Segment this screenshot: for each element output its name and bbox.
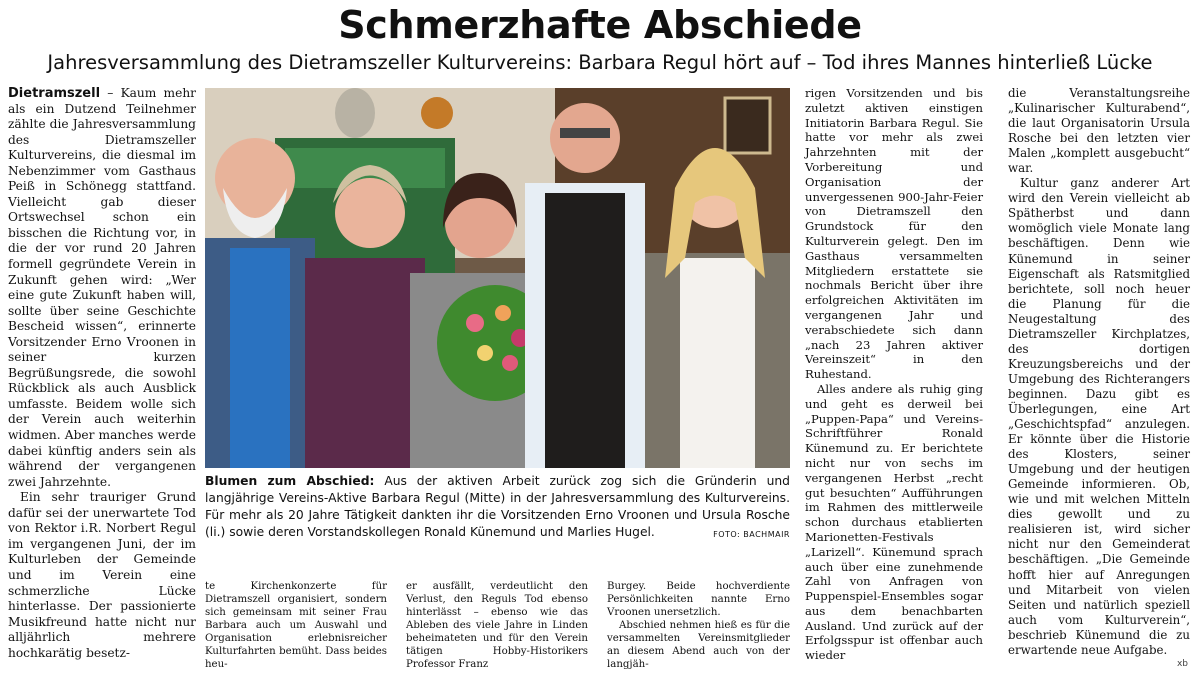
article-paragraph: Alles andere als ruhig ging und geht es derweil bei „Puppen-Papa“ und Vereins-Schriftführer Ronald Künemund zu. Er berichtete nicht nur von sechs im vergangenen Herbst „recht gut besuchten“ Aufführungen im Rahmen des mittlerweile schon durchaus etablierten Marionetten-Festivals „Larizell“. Künemund sprach auch über eine zunehmende Zahl von Anfragen von Puppenspiel-Ensembles sogar aus dem benachbarten Ausland. Und zurück auf der Erfolgsspur ist offenbar auch wieder [805, 381, 983, 663]
article-paragraph [8, 86, 196, 490]
article-column-5 [805, 86, 983, 663]
caption-text: Aus der aktiven Arbeit zurück zog sich die Gründerin und langjährige Vereins-Aktive Barbara Regul (Mitte) in der Jahresversammlung des Kulturvereins. Für mehr als 20 Jahre Tätigkeit dankten ihr die Vorsitzenden Erno Vroonen und Ursula Rosche (li.) sowie deren Vorstandskollegen Ronald Künemund und Marlies Hugel. [205, 474, 790, 539]
article-column-4 [607, 580, 790, 671]
article-paragraph: Burgey. Beide hochverdiente Persönlichkeiten nannte Erno Vroonen unersetzlich. [607, 581, 790, 619]
photo-credit: FOTO: BACHMAIR [713, 530, 790, 539]
article-paragraph: er ausfällt, verdeutlicht den Verlust, den Reguls Tod ebenso hinterlässt – ebenso wie das Ableben des viele Jahre in Linden beheimateten und für den Verein tätigen Hobby-Historikers Professor Franz [406, 581, 588, 671]
caption-lead: Blumen zum Abschied: [205, 474, 375, 488]
article-column-1 [8, 86, 196, 661]
group-photo-illustration [205, 88, 790, 468]
dateline: Dietramszell [8, 86, 101, 101]
article-paragraph: rigen Vorsitzenden und bis zuletzt aktiven einstigen Initiatorin Barbara Regul. Sie hatte vor mehr als zwei Jahrzehnten mit der Vorbereitung und Organisation der unvergessenen 900-Jahr-Feier von Dietramszell den Grundstock für den Kulturverein gelegt. Den im Gasthaus versammelten Mitgliedern erstattete sie nochmals Bericht über ihre erfolgreichen Aktivitäten im vergangenen Jahr und verabschiedete sich dann „nach 23 Jahren aktiver Vereinszeit“ in den Ruhestand. [805, 86, 983, 382]
article-column-2 [205, 580, 387, 671]
article-paragraph: die Veranstaltungsreihe „Kulinarischer Kulturabend“, die laut Organisatorin Ursula Rosche bei den letzten vier Malen „komplett ausgebucht“ war. [1008, 86, 1190, 176]
article-photo [205, 88, 790, 468]
photo-caption [205, 473, 790, 543]
article-paragraph: te Kirchenkonzerte für Dietramszell organisiert, sondern sich gemeinsam mit seiner Frau Barbara auch um Auswahl und Organisation erlebnisreicher Kulturfahrten bemüht. Dass beides heu- [205, 581, 387, 671]
article-paragraph: Kultur ganz anderer Art wird den Verein vielleicht ab Spätherbst und dann womöglich viele Monate lang beschäftigen. Denn wie Künemund in seiner Eigenschaft als Ratsmitglied berichtete, soll noch heuer die Planung für die Neugestaltung des Dietramszeller Kirchplatzes, des dortigen Kreuzungsbereichs und der Umgebung des Richterangers beginnen. Dazu gibt es Überlegungen, eine Art „Geschichtspfad“ anzulegen. Er könnte über die Historie des Klosters, seiner Umgebung und der heutigen Gemeinde informieren. Ob, wie und mit welchen Mitteln dies gewollt und zu realisieren ist, wird sicher nicht nur den Gemeinderat beschäftigen. „Die Gemeinde hofft hier auf Anregungen und Mitarbeit von vielen Seiten und natürlich speziell auch vom Kulturverein“, beschrieb Künemund die zu erwartende neue Aufgabe. [1008, 176, 1190, 657]
article-column-3 [406, 580, 588, 671]
article-headline: Schmerzhafte Abschiede [338, 3, 862, 47]
paragraph-text: – Kaum mehr als ein Dutzend Teilnehmer zählte die Jahresversammlung des Dietramszeller Kulturvereins, die diesmal im Nebenzimmer vom Gasthaus Peiß in Schönegg stattfand. Vielleicht gab dieser Ortswechsel schon ein bisschen die Richtung vor, in die der vor rund 20 Jahren formell gegründete Verein in Zukunft gehen wird: „Wer eine gute Zukunft haben will, sollte über seine Geschichte Bescheid wissen“, erinnerte Vorsitzender Erno Vroonen in seiner kurzen Begrüßungsrede, die sowohl Rückblick als auch Ausblick umfasste. Beidem wolle sich der Verein auch weiterhin widmen. Aber manches werde dabei künftig anders sein als während der vergangenen zwei Jahrzehnte. [8, 86, 196, 489]
article-subheadline: Jahresversammlung des Dietramszeller Kulturvereins: Barbara Regul hört auf – Tod ihres Mannes hinterließ Lücke [47, 51, 1153, 74]
article-column-6 [1008, 86, 1190, 658]
article-paragraph: Ein sehr trauriger Grund dafür sei der unerwartete Tod von Rektor i.R. Norbert Regul im vergangenen Juni, der im Kulturleben der Gemeinde und im Verein eine schmerzliche Lücke hinterlasse. Der passionierte Musikfreund hatte nicht nur alljährlich mehrere hochkarätig besetz- [8, 490, 196, 660]
article-paragraph: Abschied nehmen hieß es für die versammelten Vereinsmitglieder an diesem Abend auch von der langjäh- [607, 620, 790, 671]
author-initials: xb [1176, 659, 1188, 669]
